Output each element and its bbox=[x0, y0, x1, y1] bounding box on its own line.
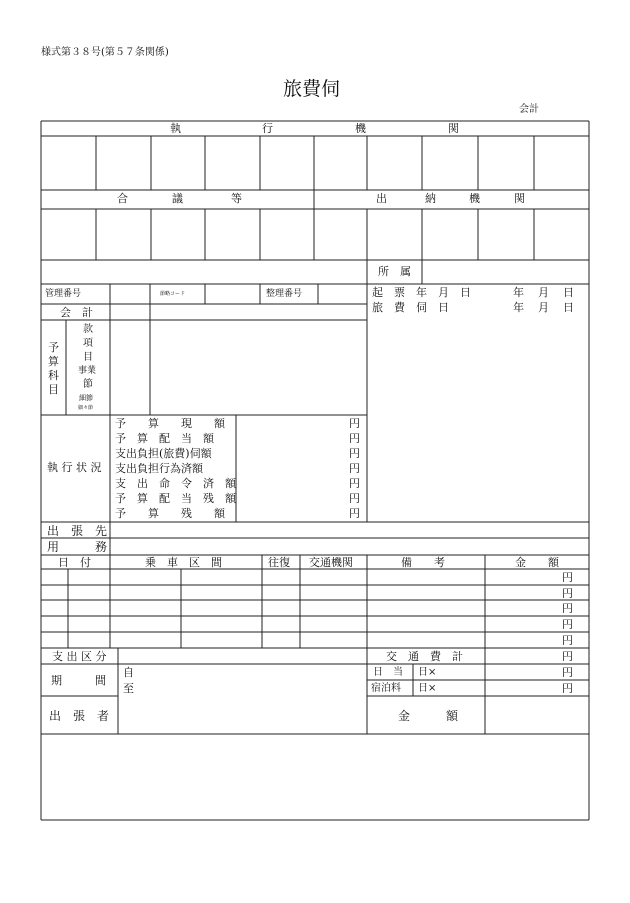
affiliation-label: 所 属 bbox=[378, 265, 411, 278]
exec-status-item: 支出負担(旅費)伺額 bbox=[115, 447, 212, 460]
budget-subject-char-3: 科 bbox=[48, 369, 59, 382]
budget-code-label: 節略コード bbox=[160, 291, 186, 297]
request-month: 月 bbox=[538, 301, 549, 314]
transport-total-label: 交 通 費 計 bbox=[386, 650, 463, 663]
itinerary-header-remarks: 備 考 bbox=[401, 556, 445, 569]
itinerary-header-roundtrip: 往復 bbox=[268, 556, 290, 569]
itinerary-header-transport: 交通機関 bbox=[309, 556, 353, 569]
period-to: 至 bbox=[123, 682, 134, 695]
budget-item-kou: 項 bbox=[83, 338, 93, 349]
itinerary-header-date: 日 付 bbox=[58, 556, 91, 569]
council-char-2: 議 bbox=[172, 192, 183, 205]
itinerary-unit: 円 bbox=[562, 634, 573, 647]
treasury-char-3: 機 bbox=[469, 192, 480, 205]
lodging-days: 日× bbox=[418, 683, 437, 694]
exec-status-unit: 円 bbox=[349, 507, 360, 520]
request-date-label: 旅 費 伺 日 bbox=[372, 301, 449, 314]
budget-subject-char-4: 目 bbox=[48, 383, 59, 396]
period-from: 自 bbox=[123, 666, 134, 679]
budget-subject-char-1: 予 bbox=[48, 341, 59, 354]
budget-item-jigyo: 事業 bbox=[78, 366, 97, 376]
itinerary-unit: 円 bbox=[562, 618, 573, 631]
itinerary-header-amount: 金 額 bbox=[515, 556, 559, 569]
lodging-unit: 円 bbox=[562, 682, 573, 695]
daily-allowance-days: 日× bbox=[418, 667, 437, 678]
exec-org-char-1: 執 bbox=[170, 122, 181, 135]
traveler-label: 出 張 者 bbox=[49, 709, 110, 723]
exec-status-label: 執 行 状 況 bbox=[47, 461, 102, 474]
exec-status-unit: 円 bbox=[349, 417, 360, 430]
file-no-label: 整理番号 bbox=[266, 289, 303, 299]
budget-item-moku: 目 bbox=[83, 352, 93, 363]
payment-type-label: 支 出 区 分 bbox=[52, 650, 107, 663]
itinerary-header-section: 乗 車 区 間 bbox=[145, 556, 222, 569]
form-number: 様式第３８号(第５７条関係) bbox=[41, 47, 169, 58]
transport-total-unit: 円 bbox=[562, 650, 573, 663]
accounting-label: 会 計 bbox=[60, 306, 93, 319]
treasury-char-2: 納 bbox=[425, 192, 436, 205]
budget-item-saisetsu: 細節 bbox=[79, 394, 93, 402]
exec-status-unit: 円 bbox=[349, 477, 360, 490]
exec-status-item: 予 算 現 額 bbox=[115, 417, 225, 430]
lodging-label: 宿泊料 bbox=[371, 683, 401, 694]
exec-status-item: 予 算 残 額 bbox=[115, 507, 225, 520]
itinerary-unit: 円 bbox=[562, 602, 573, 615]
draft-year: 年 bbox=[513, 286, 524, 299]
daily-allowance-unit: 円 bbox=[562, 666, 573, 679]
destination-label: 出 張 先 bbox=[47, 524, 108, 538]
exec-status-item: 予 算 配 当 額 bbox=[115, 432, 214, 445]
page-title: 旅費伺 bbox=[283, 78, 341, 100]
draft-date-label: 起 票 年 月 日 bbox=[372, 286, 471, 299]
business-label: 用 務 bbox=[47, 540, 108, 554]
request-day: 日 bbox=[563, 301, 574, 314]
budget-subject-char-2: 算 bbox=[48, 355, 59, 368]
exec-org-char-3: 機 bbox=[355, 122, 366, 135]
budget-item-setsu: 節 bbox=[83, 379, 93, 390]
itinerary-unit: 円 bbox=[562, 571, 573, 584]
request-year: 年 bbox=[513, 301, 524, 314]
exec-status-unit: 円 bbox=[349, 462, 360, 475]
exec-status-unit: 円 bbox=[349, 492, 360, 505]
amount-label: 金 額 bbox=[398, 709, 459, 723]
period-label: 期 間 bbox=[51, 674, 106, 687]
treasury-char-4: 関 bbox=[514, 192, 525, 205]
council-char-3: 等 bbox=[231, 192, 242, 205]
draft-month: 月 bbox=[538, 286, 549, 299]
council-char-1: 合 bbox=[117, 192, 128, 205]
exec-org-char-4: 関 bbox=[448, 122, 459, 135]
exec-status-item: 予 算 配 当 残 額 bbox=[115, 492, 236, 505]
exec-status-item: 支出負担行為済額 bbox=[115, 462, 203, 475]
exec-status-unit: 円 bbox=[349, 447, 360, 460]
daily-allowance-label: 日 当 bbox=[373, 667, 403, 678]
exec-status-unit: 円 bbox=[349, 432, 360, 445]
budget-item-kan: 款 bbox=[83, 324, 93, 335]
draft-day: 日 bbox=[563, 286, 574, 299]
exec-org-char-2: 行 bbox=[262, 122, 273, 135]
header-accounting: 会計 bbox=[519, 104, 539, 115]
treasury-char-1: 出 bbox=[376, 192, 387, 205]
budget-item-saisaisetsu: 細々節 bbox=[78, 405, 94, 411]
exec-status-item: 支 出 命 令 済 額 bbox=[115, 477, 236, 490]
itinerary-unit: 円 bbox=[562, 587, 573, 600]
mgmt-no-label: 管理番号 bbox=[45, 289, 82, 299]
